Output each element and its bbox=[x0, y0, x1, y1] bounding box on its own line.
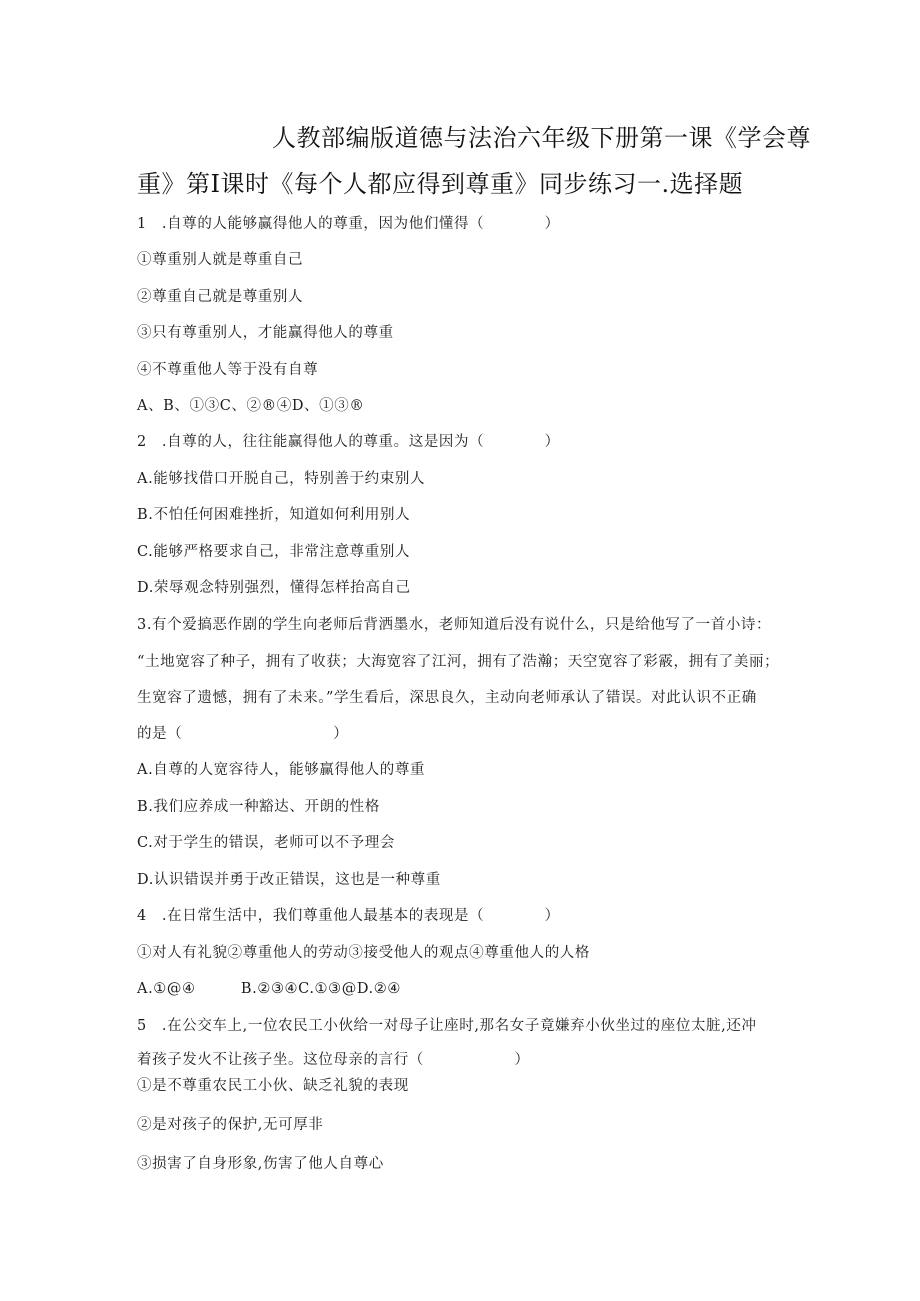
question-3-option-a: A.自尊的人宽容待人，能够赢得他人的尊重 bbox=[137, 762, 426, 778]
question-1-options: A、B、①③C、②®④D、①③® bbox=[137, 398, 365, 414]
question-4-items: ①对人有礼貌②尊重他人的劳动③接受他人的观点④尊重他人的人格 bbox=[137, 945, 590, 961]
question-5-item-3: ③损害了自身形象,伤害了他人自尊心 bbox=[137, 1156, 384, 1172]
question-4-stem: 4 .在日常生活中，我们尊重他人最基本的表现是（ ） bbox=[137, 908, 560, 924]
question-1-item-1: ①尊重别人就是尊重自己 bbox=[137, 252, 304, 268]
question-3-stem-line-3: 生宽容了遗憾，拥有了未来。”学生看后，深思良久，主动向老师承认了错误。对此认识不正确 bbox=[137, 690, 757, 706]
question-2-option-c: C.能够严格要求自己，非常注意尊重别人 bbox=[137, 544, 411, 560]
question-3-option-d: D.认识错误并勇于改正错误，这也是一种尊重 bbox=[137, 872, 441, 888]
question-3-stem-line-4: 的是（ ） bbox=[137, 726, 349, 742]
question-2-stem: 2 .自尊的人，往往能赢得他人的尊重。这是因为（ ） bbox=[137, 434, 560, 450]
document-title-line-1: 人教部编版道德与法治六年级下册第一课《学会尊 bbox=[272, 124, 811, 152]
question-1-stem: 1 .自尊的人能够赢得他人的尊重，因为他们懂得（ ） bbox=[137, 216, 560, 232]
question-2-option-b: B.不怕任何困难挫折，知道如何利用别人 bbox=[137, 507, 411, 523]
question-3-stem-line-1: 3.有个爱搞恶作剧的学生向老师后背洒墨水，老师知道后没有说什么，只是给他写了一首小诗： bbox=[137, 617, 772, 633]
question-5-item-1: ①是不尊重农民工小伙、缺乏礼貌的表现 bbox=[137, 1078, 409, 1094]
question-1-item-4: ④不尊重他人等于没有自尊 bbox=[137, 362, 319, 378]
question-2-option-d: D.荣辱观念特别强烈，懂得怎样抬高自己 bbox=[137, 580, 411, 596]
question-5-stem-line-2: 着孩子发火不让孩子坐。这位母亲的言行（ ） bbox=[137, 1052, 530, 1068]
question-1-item-3: ③只有尊重别人，才能赢得他人的尊重 bbox=[137, 325, 394, 341]
question-3-stem-line-2: “土地宽容了种子，拥有了收获；大海宽容了江河，拥有了浩瀚；天空宽容了彩霰，拥有了美丽； bbox=[137, 654, 780, 670]
document-title-line-2: 重》第Ⅰ课时《每个人都应得到尊重》同步练习一.选择题 bbox=[137, 170, 744, 198]
question-3-option-c: C.对于学生的错误，老师可以不予理会 bbox=[137, 835, 395, 851]
question-4-options: A.①@④ B.②③④C.①③@D.②④ bbox=[137, 981, 401, 997]
question-5-stem-line-1: 5 .在公交车上,一位农民工小伙给一对母子让座时,那名女子竟嫌弃小伙坐过的座位太脏,还冲 bbox=[137, 1018, 757, 1034]
question-5-item-2: ②是对孩子的保护,无可厚非 bbox=[137, 1117, 324, 1133]
question-1-item-2: ②尊重自己就是尊重别人 bbox=[137, 289, 304, 305]
question-2-option-a: A.能够找借口开脱自己，特别善于约束别人 bbox=[137, 471, 426, 487]
question-3-option-b: B.我们应养成一种豁达、开朗的性格 bbox=[137, 799, 380, 815]
